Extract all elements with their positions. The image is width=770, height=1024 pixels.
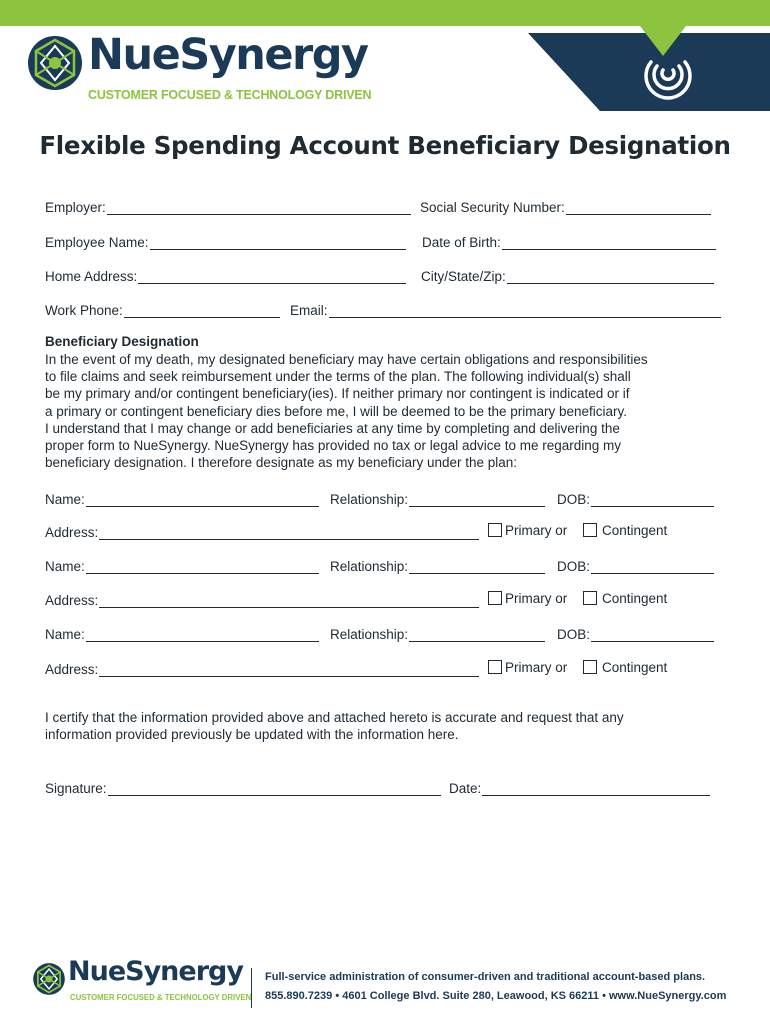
- dob-label: Date of Birth:: [422, 235, 501, 250]
- relationship-line[interactable]: [409, 494, 545, 507]
- work-phone-line[interactable]: [124, 305, 280, 318]
- brand-name: NueSynergy: [88, 30, 368, 80]
- footer-contact-text: 855.890.7239 • 4601 College Blvd. Suite 280, Leawood, KS 66211 • www.NueSynergy.com: [265, 990, 727, 1002]
- checkbox-icon[interactable]: [583, 523, 597, 537]
- email-label: Email:: [290, 303, 328, 318]
- relationship-label: Relationship:: [330, 492, 409, 507]
- address-label: Address:: [45, 525, 99, 540]
- city-state-zip-label: City/State/Zip:: [421, 269, 506, 284]
- date-label: Date:: [449, 781, 482, 796]
- paragraph-line: a primary or contingent beneficiary dies before me, I will be deemed to be the primary beneficiary.: [45, 403, 628, 419]
- dob-field[interactable]: [422, 232, 716, 250]
- dob-label: DOB:: [557, 559, 591, 574]
- email-field[interactable]: [290, 300, 721, 318]
- primary-label: Primary or: [505, 522, 568, 538]
- employer-field[interactable]: [45, 197, 411, 215]
- name-label: Name:: [45, 559, 85, 574]
- dob-line[interactable]: [591, 561, 714, 574]
- address-line[interactable]: [99, 527, 479, 540]
- footer-logo: [32, 956, 252, 1006]
- beneficiary-2-contingent-checkbox[interactable]: [583, 589, 667, 607]
- email-line[interactable]: [329, 305, 721, 318]
- form-title: Flexible Spending Account Beneficiary Designation: [39, 131, 731, 160]
- work-phone-label: Work Phone:: [45, 303, 123, 318]
- beneficiary-3-relationship-field[interactable]: [330, 624, 545, 642]
- certification-line: information provided previously be updated with the information here.: [45, 727, 459, 743]
- paragraph-line: In the event of my death, my designated beneficiary may have certain obligations and responsibilities: [45, 352, 648, 367]
- relationship-label: Relationship:: [330, 559, 409, 574]
- certification-line: I certify that the information provided above and attached hereto is accurate and request that any: [45, 710, 624, 725]
- date-field[interactable]: [449, 778, 710, 796]
- contingent-label: Contingent: [602, 659, 668, 675]
- certification-paragraph: [45, 709, 735, 743]
- home-address-field[interactable]: [45, 266, 406, 284]
- relationship-line[interactable]: [409, 561, 545, 574]
- paragraph-line: be my primary and/or contingent beneficiary(ies). If neither primary nor contingent is indicated or if: [45, 386, 630, 402]
- beneficiary-3-primary-checkbox[interactable]: [488, 658, 567, 676]
- address-label: Address:: [45, 662, 99, 677]
- beneficiary-1-name-field[interactable]: [45, 489, 319, 507]
- address-label: Address:: [45, 593, 99, 608]
- brand-tagline: CUSTOMER FOCUSED & TECHNOLOGY DRIVEN: [88, 88, 372, 102]
- beneficiary-2-primary-checkbox[interactable]: [488, 589, 567, 607]
- relationship-line[interactable]: [409, 629, 545, 642]
- employer-line[interactable]: [107, 202, 411, 215]
- address-line[interactable]: [99, 664, 479, 677]
- beneficiary-1-address-field[interactable]: [45, 522, 479, 540]
- beneficiary-3-address-field[interactable]: [45, 659, 479, 677]
- primary-label: Primary or: [505, 659, 568, 675]
- footer-divider: [251, 968, 252, 1008]
- beneficiary-2-relationship-field[interactable]: [330, 556, 545, 574]
- nuesynergy-logo: [26, 30, 372, 106]
- name-label: Name:: [45, 627, 85, 642]
- paragraph-line: beneficiary designation. I therefore designate as my beneficiary under the plan:: [45, 455, 518, 471]
- nuesynergy-emblem-icon: [26, 34, 84, 92]
- ssn-label: Social Security Number:: [420, 200, 565, 215]
- footer-brand-tagline: CUSTOMER FOCUSED & TECHNOLOGY DRIVEN: [70, 993, 252, 1002]
- beneficiary-3-name-field[interactable]: [45, 624, 319, 642]
- city-state-zip-line[interactable]: [507, 271, 714, 284]
- beneficiary-2-address-field[interactable]: [45, 590, 479, 608]
- paragraph-line: proper form to NueSynergy. NueSynergy has provided no tax or legal advice to me regarding my: [45, 438, 622, 454]
- footer-brand-name: NueSynergy: [68, 956, 243, 987]
- beneficiary-3-dob-field[interactable]: [557, 624, 714, 642]
- name-line[interactable]: [86, 561, 319, 574]
- beneficiary-1-dob-field[interactable]: [557, 489, 714, 507]
- checkbox-icon[interactable]: [488, 660, 502, 674]
- name-line[interactable]: [86, 629, 319, 642]
- beneficiary-heading: Beneficiary Designation: [45, 334, 199, 349]
- dob-label: DOB:: [557, 627, 591, 642]
- contingent-label: Contingent: [602, 522, 668, 538]
- beneficiary-3-contingent-checkbox[interactable]: [583, 658, 667, 676]
- paragraph-line: I understand that I may change or add beneficiaries at any time by completing and delivering the: [45, 420, 620, 436]
- checkbox-icon[interactable]: [583, 660, 597, 674]
- signature-label: Signature:: [45, 781, 107, 796]
- address-line[interactable]: [99, 595, 479, 608]
- beneficiary-2-dob-field[interactable]: [557, 556, 714, 574]
- checkbox-icon[interactable]: [583, 591, 597, 605]
- ssn-field[interactable]: [420, 197, 711, 215]
- nuesynergy-emblem-icon: [32, 962, 66, 996]
- dob-line[interactable]: [502, 237, 716, 250]
- relationship-label: Relationship:: [330, 627, 409, 642]
- beneficiary-2-name-field[interactable]: [45, 556, 319, 574]
- footer-services-text: Full-service administration of consumer-driven and traditional account-based plans.: [265, 971, 706, 983]
- paragraph-line: to file claims and seek reimbursement under the terms of the plan. The following individual(s) shall: [45, 369, 631, 385]
- city-state-zip-field[interactable]: [421, 266, 714, 284]
- beneficiary-paragraph: [45, 351, 735, 471]
- beneficiary-1-primary-checkbox[interactable]: [488, 521, 567, 539]
- dob-line[interactable]: [591, 494, 714, 507]
- beneficiary-1-relationship-field[interactable]: [330, 489, 545, 507]
- employee-name-field[interactable]: [45, 232, 406, 250]
- primary-label: Primary or: [505, 590, 568, 606]
- signature-field[interactable]: [45, 778, 441, 796]
- name-line[interactable]: [86, 494, 319, 507]
- checkbox-icon[interactable]: [488, 591, 502, 605]
- date-line[interactable]: [482, 783, 710, 796]
- contingent-label: Contingent: [602, 590, 668, 606]
- ssn-line[interactable]: [566, 202, 711, 215]
- dob-line[interactable]: [591, 629, 714, 642]
- name-label: Name:: [45, 492, 85, 507]
- dob-label: DOB:: [557, 492, 591, 507]
- employee-name-line[interactable]: [150, 237, 406, 250]
- beneficiary-1-contingent-checkbox[interactable]: [583, 521, 667, 539]
- home-address-line[interactable]: [138, 271, 406, 284]
- home-address-label: Home Address:: [45, 269, 138, 284]
- work-phone-field[interactable]: [45, 300, 280, 318]
- employer-label: Employer:: [45, 200, 106, 215]
- signature-line[interactable]: [108, 783, 441, 796]
- employee-name-label: Employee Name:: [45, 235, 149, 250]
- checkbox-icon[interactable]: [488, 523, 502, 537]
